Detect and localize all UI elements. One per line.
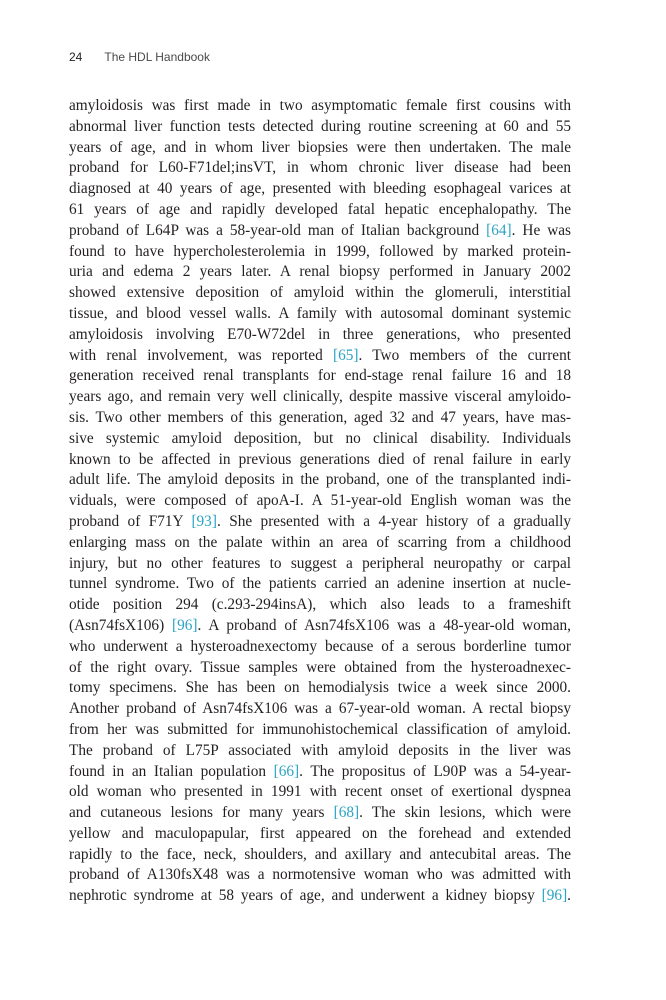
text-run: viduals, were composed of apoA-I. A 51-year-old English woman was the (69, 492, 571, 510)
text-run: diagnosed at 40 years of age, presented with bleeding esophageal varices at (69, 180, 571, 198)
text-run: proband of L64P was a 58-year-old man of Italian background (69, 221, 487, 239)
citation-link[interactable]: [66] (273, 762, 300, 780)
page-number: 24 (69, 50, 83, 64)
text-run: abnormal liver function tests detected during routine screening at 60 and 55 (69, 117, 571, 135)
text-run: . The skin lesions, which were (359, 804, 571, 822)
citation-link[interactable]: [68] (333, 804, 360, 822)
text-run: yellow and maculopapular, first appeared on the forehead and extended (69, 824, 571, 842)
text-line (69, 158, 571, 179)
text-run: proband for L60-F71del;insVT, in whom chronic liver disease had been (69, 159, 571, 177)
text-run: sive systemic amyloid deposition, but no clinical disability. Individuals (69, 429, 571, 447)
text-run: . A proband of Asn74fsX106 was a 48-year-old woman, (197, 616, 571, 634)
text-run: uria and edema 2 years later. A renal biopsy performed in January 2002 (69, 263, 571, 281)
citation-link[interactable]: [64] (486, 221, 512, 239)
text-run: . Two members of the current (358, 346, 571, 364)
text-line (69, 221, 571, 242)
text-line (69, 138, 571, 159)
text-line (69, 782, 571, 803)
text-line (69, 200, 571, 221)
body-paragraph (69, 96, 571, 907)
citation-link[interactable]: [65] (332, 346, 359, 364)
running-header (69, 50, 210, 64)
text-line (69, 408, 571, 429)
text-run: adult life. The amyloid deposits in the proband, one of the transplanted indi- (69, 471, 571, 489)
text-line (69, 699, 571, 720)
text-run: The proband of L75P associated with amyloid deposits in the liver was (69, 741, 571, 759)
text-line (69, 803, 571, 824)
text-run: nephrotic syndrome at 58 years of age, and underwent a kidney biopsy (69, 887, 542, 905)
text-run: sis. Two other members of this generation, aged 32 and 47 years, have mas- (69, 408, 571, 426)
text-run: showed extensive deposition of amyloid within the glomeruli, interstitial (69, 284, 571, 302)
text-line (69, 533, 571, 554)
text-line (69, 325, 571, 346)
text-line (69, 262, 571, 283)
text-run: with renal involvement, was reported (69, 346, 333, 364)
text-run: (Asn74fsX106) (69, 616, 173, 634)
text-line (69, 762, 571, 783)
text-run: tunnel syndrome. Two of the patients carried an adenine insertion at nucle- (69, 575, 571, 593)
text-run: injury, but no other features to suggest a peripheral neuropathy or carpal (69, 554, 571, 572)
text-run: . She presented with a 4-year history of a gradually (216, 512, 572, 530)
text-line (69, 886, 571, 907)
text-line (69, 387, 571, 408)
text-line (69, 179, 571, 200)
text-line (69, 637, 571, 658)
text-run: . The propositus of L90P was a 54-year- (299, 762, 571, 780)
text-line (69, 366, 571, 387)
text-run: Another proband of Asn74fsX106 was a 67-year-old woman. A rectal biopsy (69, 700, 571, 718)
text-run: amyloidosis involving E70-W72del in three generations, who presented (69, 325, 571, 343)
text-run: old woman who presented in 1991 with recent onset of exertional dyspnea (69, 783, 571, 801)
text-run: otide position 294 (c.293-294insA), which also leads to a frameshift (69, 596, 571, 614)
text-run: known to be affected in previous generations died of renal failure in early (69, 450, 571, 468)
text-line (69, 865, 571, 886)
text-line (69, 491, 571, 512)
text-line (69, 720, 571, 741)
text-run: rapidly to the face, neck, shoulders, and axillary and antecubital areas. The (69, 845, 571, 863)
text-line (69, 117, 571, 138)
citation-link[interactable]: [93] (191, 512, 217, 530)
text-run: 61 years of age and rapidly developed fatal hepatic encephalopathy. The (69, 200, 571, 218)
text-run: generation received renal transplants for end-stage renal failure 16 and 18 (69, 367, 571, 385)
text-run: from her was submitted for immunohistochemical classification of amyloid. (69, 720, 571, 738)
text-line (69, 595, 571, 616)
text-run: . He was (511, 221, 571, 239)
text-line (69, 554, 571, 575)
text-run: of the right ovary. Tissue samples were obtained from the hysteroadnexec- (69, 658, 571, 676)
text-run: . (567, 887, 571, 905)
text-run: proband of A130fsX48 was a normotensive woman who was admitted with (69, 866, 571, 884)
citation-link[interactable]: [96] (172, 616, 198, 634)
citation-link[interactable]: [96] (541, 887, 568, 905)
text-run: proband of F71Y (69, 512, 192, 530)
text-line (69, 845, 571, 866)
text-run: who underwent a hysteroadnexectomy because of a serous borderline tumor (69, 637, 571, 655)
text-run: years ago, and remain very well clinically, despite massive visceral amyloido- (69, 388, 571, 406)
text-line (69, 574, 571, 595)
text-line (69, 283, 571, 304)
text-run: found in an Italian population (69, 762, 274, 780)
text-run: found to have hypercholesterolemia in 1999, followed by marked protein- (69, 242, 571, 260)
text-line (69, 616, 571, 637)
text-line (69, 304, 571, 325)
text-line (69, 512, 571, 533)
running-title: The HDL Handbook (104, 50, 210, 64)
text-run: tissue, and blood vessel walls. A family with autosomal dominant systemic (69, 304, 571, 322)
text-line (69, 470, 571, 491)
text-run: enlarging mass on the palate within an area of scarring from a childhood (69, 533, 571, 551)
text-line (69, 429, 571, 450)
text-run: tomy specimens. She has been on hemodialysis twice a week since 2000. (69, 679, 571, 697)
text-line (69, 678, 571, 699)
text-line (69, 658, 571, 679)
text-line (69, 96, 571, 117)
text-line (69, 346, 571, 367)
text-run: amyloidosis was first made in two asymptomatic female first cousins with (69, 97, 571, 114)
text-line (69, 824, 571, 845)
text-run: and cutaneous lesions for many years (69, 804, 334, 822)
text-line (69, 741, 571, 762)
text-line (69, 450, 571, 471)
text-run: years of age, and in whom liver biopsies were then undertaken. The male (69, 138, 571, 156)
text-line (69, 242, 571, 263)
